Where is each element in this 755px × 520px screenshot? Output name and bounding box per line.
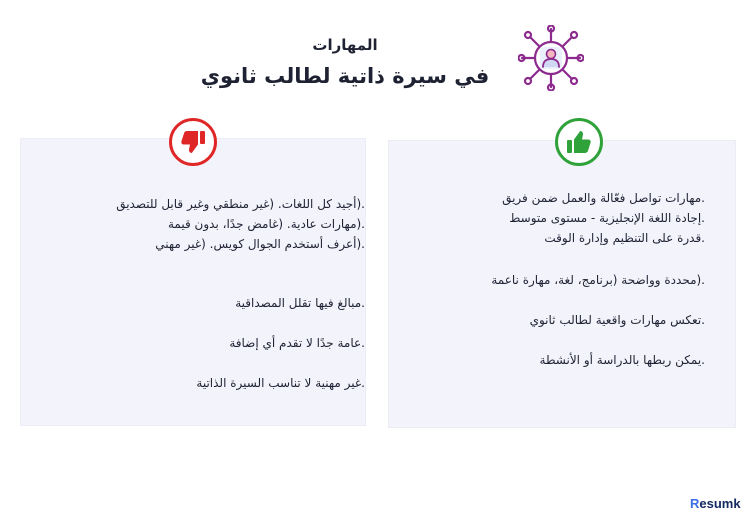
brand-logo-text: esumk [699,496,741,511]
section-title: المهارات [312,36,378,54]
brand-logo-mark: R [690,496,700,511]
good-example-line: .قدرة على التنظيم وإدارة الوقت [544,231,705,245]
good-reason-line: .يمكن ربطها بالدراسة أو الأنشطة [539,353,705,367]
bad-example-line: .(أجيد كل اللغات. (غير منطقي وغير قابل للتصديق [116,197,365,211]
good-examples-panel [388,140,736,428]
brand-logo [690,496,741,511]
bad-example-line: .(أعرف أستخدم الجوال كويس. (غير مهني [155,237,365,251]
page-title: في سيرة ذاتية لطالب ثانوي [200,64,490,88]
bad-example-line: .(مهارات عادية. (غامض جدًا، بدون قيمة [168,217,365,231]
thumbs-up-badge [555,118,603,166]
good-reason-line: .(محددة وواضحة (برنامج، لغة، مهارة ناعمة [491,273,705,287]
user-network-icon [518,25,584,91]
bad-reason-line: .عامة جدًا لا تقدم أي إضافة [229,336,365,350]
thumbs-up-icon [565,128,593,156]
thumbs-down-icon [179,128,207,156]
bad-reason-line: .غير مهنية لا تناسب السيرة الذاتية [196,376,365,390]
bad-examples-panel [20,138,366,426]
bad-reason-line: .مبالغ فيها تقلل المصداقية [235,296,365,310]
good-example-line: .مهارات تواصل فعّالة والعمل ضمن فريق [502,191,705,205]
good-reason-line: .تعكس مهارات واقعية لطالب ثانوي [529,313,705,327]
good-example-line: .إجادة اللغة الإنجليزية - مستوى متوسط [509,211,705,225]
thumbs-down-badge [169,118,217,166]
